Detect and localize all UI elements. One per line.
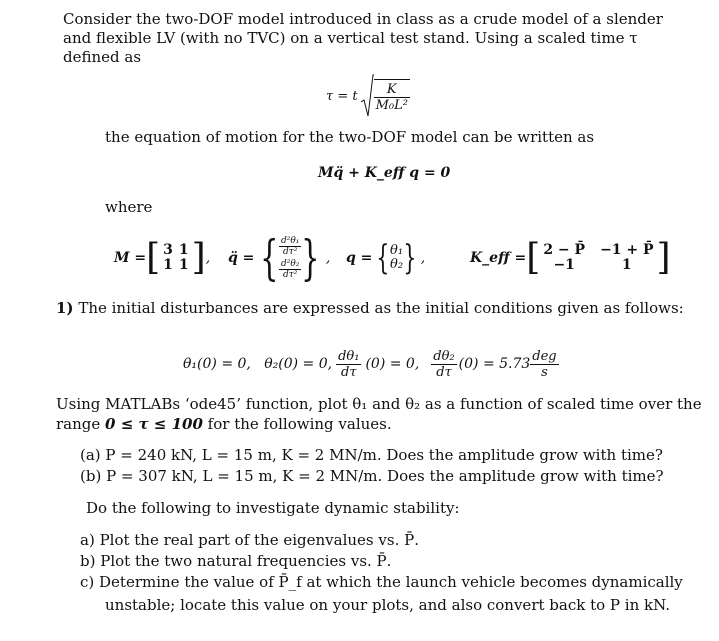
question-text: The initial disturbances are expressed as the initial conditions given as follows: xyxy=(78,299,684,317)
stability-intro: Do the following to investigate dynamic stability: xyxy=(86,499,460,517)
matlab-line-2a: range xyxy=(56,415,106,433)
M-11: 3 xyxy=(163,242,173,258)
tau-equation xyxy=(326,74,410,118)
sqrt-symbol xyxy=(360,74,374,118)
initial-conditions xyxy=(183,344,559,384)
bracket-left: [ xyxy=(526,237,541,278)
brace-right: } xyxy=(301,230,320,286)
intro-line-3: defined as xyxy=(63,48,142,66)
matrix-M: M = [ 3 1 1 1 ] , xyxy=(114,237,211,278)
where-label: where xyxy=(105,198,153,216)
eom-intro: the equation of motion for the two-DOF model can be written as xyxy=(105,128,595,146)
ic-part-2: (0) = 0, xyxy=(365,355,420,372)
ic-frac1-den: dτ xyxy=(341,364,357,380)
question-number: 1) xyxy=(56,299,74,317)
task-c-continued: unstable; locate this value on your plots, and also convert back to P in kN. xyxy=(105,596,671,614)
M-12: 1 xyxy=(178,242,189,258)
task-a: a) Plot the real part of the eigenvalues vs. P̄. xyxy=(80,531,419,549)
q-label: q = xyxy=(346,249,373,266)
brace-right: } xyxy=(403,238,417,278)
range-expr: 0 ≤ τ ≤ 100 xyxy=(105,415,203,433)
K-22: 1 xyxy=(621,257,632,273)
M-22: 1 xyxy=(178,257,189,273)
Keff-matrix xyxy=(540,243,656,273)
ic-part-1: θ₁(0) = 0, θ₂(0) = 0, xyxy=(183,355,333,372)
matrix-qdd: q̈ = { $\frac{\text{d²θ₁}}{\text{dτ²}}$ $\frac{\text{d²θ₂}}{\text{dτ²}}$ } , xyxy=(228,230,331,286)
matrix-q: q = { θ₁ θ₂ } , xyxy=(346,238,426,278)
q-row-2: θ₂ xyxy=(390,257,404,272)
task-c: c) Determine the value of P̄_f at which the launch vehicle becomes dynamically xyxy=(80,573,683,591)
brace-left: { xyxy=(260,230,279,286)
qdd-num-1: d²θ₁ xyxy=(280,236,300,246)
bracket-right: ] xyxy=(191,237,206,278)
bracket-left: [ xyxy=(146,237,161,278)
ic-frac2-num: dθ₂ xyxy=(433,348,455,364)
matlab-line-1: Using MATLABs ‘ode45’ function, plot θ₁ and θ₂ as a function of scaled time over the xyxy=(56,395,702,413)
K-11: 2 − P̄ xyxy=(543,242,586,258)
tau-lhs: τ = t xyxy=(326,88,358,104)
ic-frac1-num: dθ₁ xyxy=(338,348,360,364)
case-b: (b) P = 307 kN, L = 15 m, K = 2 MN/m. Does the amplitude grow with time? xyxy=(80,467,664,485)
ic-unit-den: s xyxy=(541,364,548,380)
M-21: 1 xyxy=(163,257,173,273)
K-21: −1 xyxy=(553,257,575,273)
intro-line-2: and flexible LV (with no TVC) on a vertical test stand. Using a scaled time τ xyxy=(63,29,638,47)
qdd-den-1: dτ² xyxy=(282,247,298,257)
task-b: b) Plot the two natural frequencies vs. P̄. xyxy=(80,552,392,570)
q-row-1: θ₁ xyxy=(390,243,404,258)
brace-left: { xyxy=(376,238,390,278)
qdd-den-2: dτ² xyxy=(282,270,298,280)
K-12: −1 + P̄ xyxy=(600,242,654,258)
M-label: M = xyxy=(114,249,147,266)
ic-frac2-den: dτ xyxy=(436,364,452,380)
M-matrix xyxy=(160,243,192,273)
tau-num: K xyxy=(374,82,410,98)
matlab-line-2c: for the following values. xyxy=(202,415,392,433)
ic-part-3: (0) = 5.73 xyxy=(458,355,531,372)
ic-unit-num: deg xyxy=(532,348,557,364)
qdd-label: q̈ = xyxy=(228,249,255,266)
Keff-label: K_eff = xyxy=(470,249,527,266)
intro-line-1: Consider the two-DOF model introduced in class as a crude model of a slender xyxy=(63,10,663,28)
bracket-right: ] xyxy=(656,237,671,278)
case-a: (a) P = 240 kN, L = 15 m, K = 2 MN/m. Does the amplitude grow with time? xyxy=(80,446,663,464)
tau-den: M₀L² xyxy=(375,98,408,113)
matlab-line-2 xyxy=(56,415,392,434)
question-1 xyxy=(56,299,684,318)
qdd-num-2: d²θ₂ xyxy=(280,259,300,269)
matrix-Keff xyxy=(470,229,671,287)
eom-equation: Mq̈ + K_eff q = 0 xyxy=(318,165,451,181)
